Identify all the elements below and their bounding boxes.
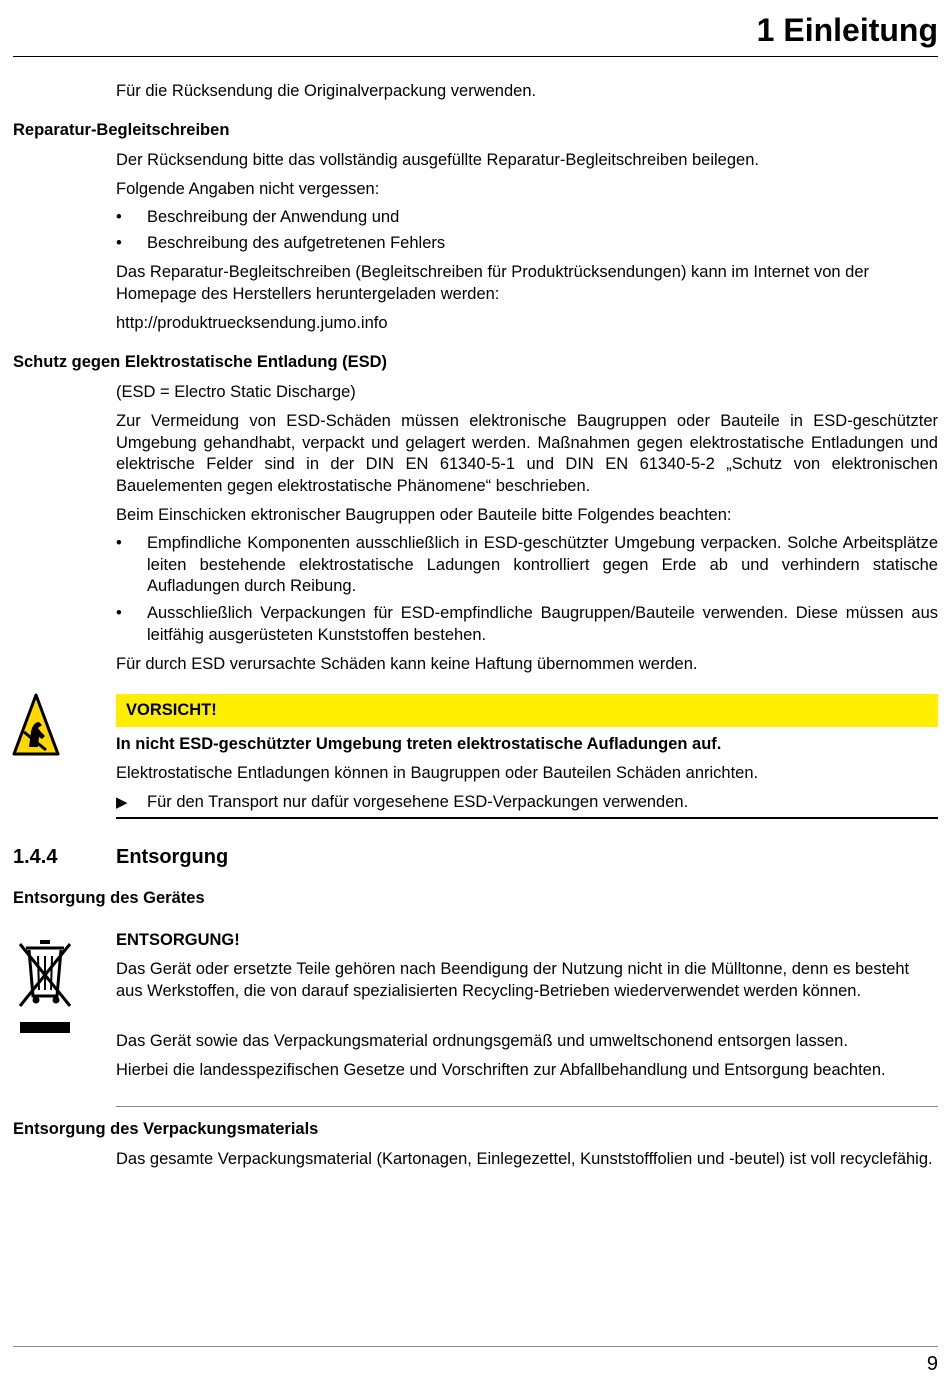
disposal-packaging-p1: Das gesamte Verpackungsmaterial (Kartonagen, Einlegezettel, Kunststofffolien und -beutel) ist voll recyclefähig. bbox=[116, 1150, 933, 1168]
esd-p1: (ESD = Electro Static Discharge) bbox=[116, 383, 356, 401]
list-item-text: Beschreibung der Anwendung und bbox=[147, 208, 400, 226]
list-item-text: Empfindliche Komponenten ausschließlich in ESD-geschützter Umgebung verpacken. Solche Arbeitsplätze leiten bestehende elektrostatische Ladungen kontrolliert gegen Erde ab und verhindern statische Aufladungen durch Reibung. bbox=[147, 534, 938, 595]
bullet-icon: • bbox=[116, 534, 122, 552]
esd-p4: Für durch ESD verursachte Schäden kann keine Haftung übernommen werden. bbox=[116, 655, 698, 673]
esd-p3: Beim Einschicken ektronischer Baugruppen oder Bauteile bitte Folgendes beachten: bbox=[116, 506, 732, 524]
repair-heading: Reparatur-Begleitschreiben bbox=[13, 121, 230, 139]
caution-banner bbox=[116, 694, 938, 727]
section-title: Entsorgung bbox=[116, 846, 229, 868]
list-item bbox=[116, 233, 938, 255]
crossed-out-bin-icon bbox=[14, 936, 74, 1036]
page-number: 9 bbox=[926, 1353, 938, 1375]
list-item bbox=[116, 207, 938, 229]
repair-url: http://produktruecksendung.jumo.info bbox=[116, 314, 388, 332]
chapter-title: 1 Einleitung bbox=[756, 12, 938, 48]
disposal-label: ENTSORGUNG! bbox=[116, 931, 240, 949]
caution-action bbox=[116, 792, 938, 814]
caution-text: Elektrostatische Entladungen können in Baugruppen oder Bauteilen Schäden anrichten. bbox=[116, 764, 759, 782]
list-item bbox=[116, 533, 938, 598]
esd-warning-icon bbox=[12, 692, 60, 758]
list-item bbox=[116, 603, 938, 646]
caution-bottom-rule bbox=[116, 817, 938, 819]
bullet-icon: • bbox=[116, 208, 122, 226]
disposal-p1: Das Gerät oder ersetzte Teile gehören nach Beendigung der Nutzung nicht in die Mülltonne, denn es besteht aus Werkstoffen, die von darauf spezialisierten Recycling-Betrieben wiederverwendet werden können. bbox=[116, 960, 910, 1000]
bullet-icon: • bbox=[116, 604, 122, 622]
disposal-rule bbox=[116, 1106, 938, 1107]
caution-headline: In nicht ESD-geschützter Umgebung treten elektrostatische Aufladungen auf. bbox=[116, 735, 722, 753]
bullet-icon: • bbox=[116, 234, 122, 252]
esd-heading: Schutz gegen Elektrostatische Entladung (ESD) bbox=[13, 353, 388, 371]
intro-text: Für die Rücksendung die Originalverpackung verwenden. bbox=[116, 82, 537, 100]
esd-p2: Zur Vermeidung von ESD-Schäden müssen elektronische Baugruppen oder Bauteile in ESD-geschützter Umgebung gehandhabt, verpackt und gelagert werden. Maßnahmen gegen elektrostatische Entladungen und elektrische Felder sind in der DIN EN 61340-5-1 und DIN EN 61340-5-2 „Schutz von elektronischen Bauelementen gegen elektrostatische Phänomene“ beschrieben. bbox=[116, 412, 938, 495]
repair-p3: Das Reparatur-Begleitschreiben (Begleitschreiben für Produktrücksendungen) kann im Internet von der Homepage des Herstellers heruntergeladen werden: bbox=[116, 263, 869, 303]
header-rule bbox=[13, 56, 938, 57]
footer-rule bbox=[13, 1346, 938, 1347]
repair-p2: Folgende Angaben nicht vergessen: bbox=[116, 180, 380, 198]
list-item-text: Ausschließlich Verpackungen für ESD-empfindliche Baugruppen/Bauteile verwenden. Diese müssen aus leitfähig ausgerüsteten Kunststoffen bestehen. bbox=[147, 604, 938, 644]
repair-p1: Der Rücksendung bitte das vollständig ausgefüllte Reparatur-Begleitschreiben beilegen. bbox=[116, 151, 759, 169]
action-arrow-icon: ▶ bbox=[116, 794, 128, 811]
list-item-text: Beschreibung des aufgetretenen Fehlers bbox=[147, 234, 446, 252]
disposal-device-heading: Entsorgung des Gerätes bbox=[13, 889, 205, 907]
disposal-packaging-heading: Entsorgung des Verpackungsmaterials bbox=[13, 1120, 319, 1138]
disposal-p2: Das Gerät sowie das Verpackungsmaterial ordnungsgemäß und umweltschonend entsorgen lassen. bbox=[116, 1032, 848, 1050]
section-number: 1.4.4 bbox=[13, 846, 58, 868]
caution-action-text: Für den Transport nur dafür vorgesehene ESD-Verpackungen verwenden. bbox=[147, 793, 689, 811]
caution-label: VORSICHT! bbox=[126, 701, 217, 719]
disposal-p3: Hierbei die landesspezifischen Gesetze und Vorschriften zur Abfallbehandlung und Entsorgung beachten. bbox=[116, 1061, 886, 1079]
